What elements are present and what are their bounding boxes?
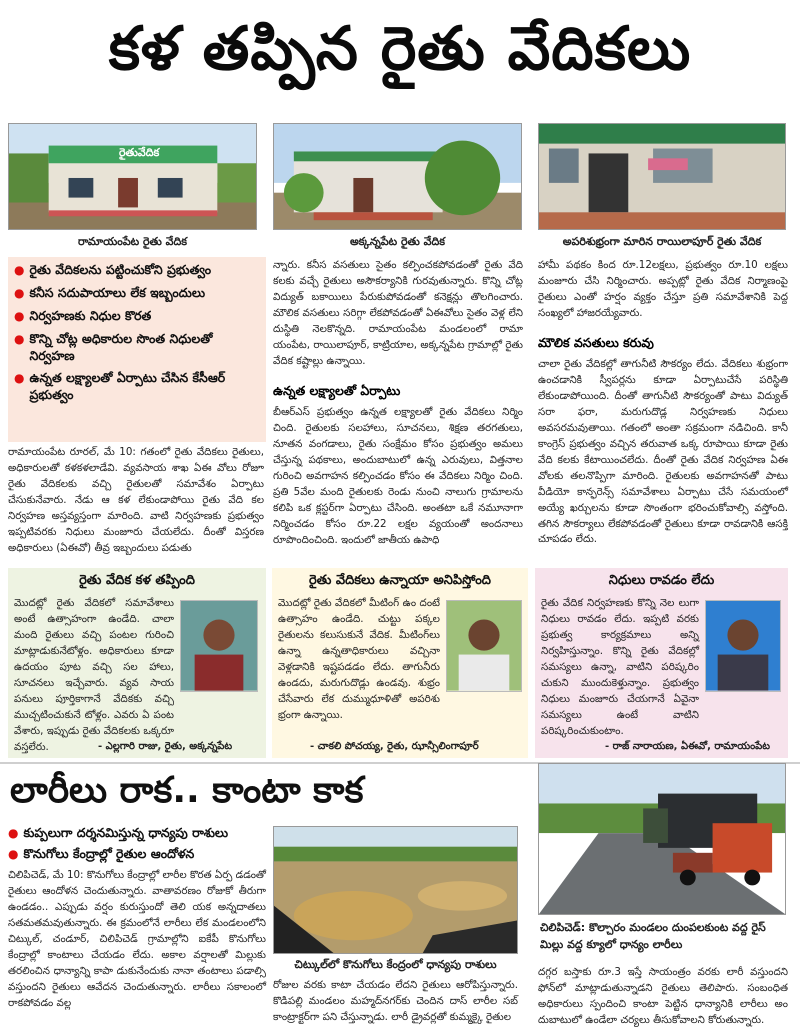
photo-caption-2: అక్కన్నపేట రైతు వేదిక [349, 235, 446, 248]
subhead-mowlika: మౌలిక వసతులు కరువు [538, 335, 654, 350]
quote-box-title: నిధులు రావడం లేదు [608, 573, 715, 588]
quote-box-3 [535, 568, 788, 758]
portrait-photo [180, 600, 258, 692]
highlight-item: ● రైతు వేదికలను పట్టించుకోని ప్రభుత్వం [14, 262, 212, 277]
highlights-box [8, 257, 266, 442]
portrait-photo [705, 600, 781, 692]
photo-rayilapur-vedika [538, 123, 786, 230]
highlight-item: ● కొనుగోలు కేంద్రాల్లో రైతుల ఆందోళన [8, 845, 195, 861]
photo-caption-1: రామాయంపేట రైతు వేదిక [77, 235, 188, 248]
photo-ramayampet-vedika [8, 123, 257, 230]
highlight-item: ● నిర్వహణకు నిధుల కొరత [14, 307, 152, 323]
quote-box-title: రైతు వేదిక కళ తప్పింది [79, 573, 195, 588]
headline [0, 0, 800, 112]
subhead-unnatha: ఉన్నత లక్ష్యాలతో ఏర్పాటు [273, 383, 401, 398]
quote-signature: - ఎల్లగారి రాజు, రైతు, అక్కన్నపేట [98, 741, 233, 752]
photo-akkannapet-vedika [273, 123, 522, 230]
quote-box-text: మొదట్లో రైతు వేదికలో మీటింగ్ ఉం దంటే ఉత్సాహం ఉండేది. చుట్టు పక్కల రైతులను కలుసుకునే వేదిక. మీటింగ్‌లు ఉన్నా ఉన్నతాధికారులు వచ్చినా వెళ్లడానికి ఇష్టపడడం లేదు. తాగునీరు ఉండదు, మరుగుదొడ్లు ఉండవు. శుభ్రం చేసేవారు లేక దుమ్ముధూళితో అపరిశు భ్రంగా ఉన్నాయి. [278, 597, 440, 721]
article-col-3b: చాలా రైతు వేదికల్లో తాగునీటి సౌకర్యం లేదు. వేదికలు శుభ్రంగా ఉంచడానికి స్వీపర్లను కూడా ఏర్పాటుచేసే పరిస్థితి లేకుండాపోయింది. దీంతో తాగునీటి సౌకర్యంతో పాటు విద్యుత్ సరా ఫరా, మరుగుదొడ్ల నిర్వహణకు నిధులు అవసరమవుతాయి. గతంలో అంతా సక్రమంగా నడిచింది. కానీ కాంగ్రెస్ ప్రభుత్వం వచ్చిన తరువాత ఒక్క రూపాయి కూడా రైతు వేది కలకు కేటాయించలేదు. దీంతో రైతు వేదిక నిర్వహణ ఏఈ వోలకు తలనొప్పిగా మారింది. రైతులకు అవగాహనతో పాటు వీడియో కాన్ఫరెన్స్ సమావేశాలు ఏర్పాటు చేసే సమయంలో అయ్యే ఖర్చులను కూడా సొంతంగా భరించుకోవాల్సి వస్తోంది. తగిన సౌకర్యాలు లేకపోవడంతో రైతులు కూడా రావడానికి ఆసక్తి చూపడం లేదు. [538, 358, 788, 546]
highlight-item: ● ఉన్నత లక్ష్యాలతో ఏర్పాటు చేసిన కేసీఆర్ ప్రభుత్వం [14, 370, 226, 403]
story2-headline: లారీలు రాక.. కాంటా కాక [10, 770, 364, 811]
story2-col-2: రోజుల వరకు కాటా చేయడం లేదని రైతులు ఆరోపిస్తున్నారు. కొడిపల్లి మండలం మహ్మద్‌నగర్‌కు చెందిన దాస్ లారీల సబ్ కాంట్రాక్టర్‌గా పని చేస్తున్నాడు. లారీ డ్రైవర్లతో కుమ్మక్కై రైతుల [273, 979, 518, 1023]
photo-sign: రైతువేదిక [119, 146, 160, 159]
photo-caption-3: అపరిశుభ్రంగా మారిన రాయిలాపూర్ రైతు వేదిక [562, 235, 762, 248]
photo-caption-lorry: చిలిపిచెడ్: కొల్చారం మండలం దుంపలకుంట వద్ద రైస్ మిల్లు వద్ద క్యూలో ధాన్యం లారీలు [540, 921, 766, 951]
story2-highlights [8, 825, 268, 867]
quote-box-1 [8, 568, 266, 758]
quote-signature: - రాజ్ నారాయణ, ఏఈవో, రామాయంపేట [605, 741, 770, 752]
photo-caption-grain: చిట్కుల్‌లో కొనుగోలు కేంద్రంలో ధాన్యపు రాశులు [294, 958, 497, 971]
headline-text: కళ తప్పిన రైతు వేదికలు [108, 14, 692, 84]
photo-grain-heaps [273, 826, 518, 954]
article-col-2a: న్నారు. కనీస వసతులు సైతం కల్పించకపోవడంతో రైతు వేది కలకు వచ్చే రైతులు అసౌకర్యానికి గురవుతున్నారు. కొన్ని చోట్ల విద్యుత్ బకాయిలు పేరుకుపోవడంతో కనెక్షన్లు తొలగించారు. మౌలిక వసతులు సరిగ్గా లేకపోవడంతో ఏఈవోలు సైతం వెళ్ల లేని దుస్థితి నెలకొన్నది. రామాయంపేట మండలంలో రామా యంపేట, రాయిలాపూర్, కాట్రియాల, అక్కన్నపేట గ్రామాల్లో రైతు వేదిక కష్టాల్లు ఉన్నాయి. [273, 259, 523, 367]
article-col-2b: బీఆర్ఎస్ ప్రభుత్వం ఉన్నత లక్ష్యాలతో రైతు వేదికలు నిర్మిం చింది. రైతులకు సలహాలు, సూచనలు, శిక్షణ తరగతులు, నూతన వంగడాలు, రైతు సంక్షేమం కోసం ప్రభుత్వం అమలు చేస్తున్న పథకాలు, అందుబాటులో ఉన్న ఎరువులు, విత్తనాల గురించి అవగాహన కల్పించడం కోసం ఈ వేదికలు నిర్మిం చింది. ప్రతి 5వేల మంది రైతులకు రెండు నుంచి నాలుగు గ్రామాలను కలిపి ఒక క్లస్టర్‌గా ఏర్పాటు చేసింది. అంతటా ఒకే నమూనాగా నిర్మించడం కోసం రూ.22 లక్షల వ్యయంతో అందనాలు రూపొందించింది. ఇందులో జాతీయ ఉపాధి [273, 406, 523, 546]
highlight-item: ● కుప్పలుగా దర్శనమిస్తున్న ధాన్యపు రాశులు [8, 825, 229, 840]
quote-box-2 [272, 568, 528, 758]
quote-signature: - చాకలి పోచయ్య, రైతు, ఝాన్సీలింగాపూర్ [310, 741, 479, 752]
highlight-item: ● కనీస సదుపాయాలు లేక ఇబ్బందులు [14, 284, 206, 300]
story2-col-1: చిలిపిచెడ్, మే 10: కొనుగోలు కేంద్రాల్లో లారీల కొరత ఏర్ప డడంతో రైతులు ఆందోళన చెందుతున్నారు. వాతావరణం రోజుకో తీరుగా ఉండడం.. ఎప్పుడు వర్షం కురుస్తుందో తెలి యక అన్నదాతలు సతమతమవుతున్నారు. ఈ క్రమంలోనే లారీలు లేక మండలంలోని చిట్కుల్, చండూర్, చిలిపిచెడ్ గ్రామాల్లోని ఐకేపీ కొనుగోలు కేంద్రాల్లో కాంటాలు చేయడం లేదు. అకాల వర్షాలతో మిల్లుకు తరలించిన ధాన్యాన్ని కాపా డుకునేందుకు నానా తంటాలు పడాల్సి వస్తుందని రైతులు ఆవేదన చెందుతున్నారు. లారీలు సకాలంలో రాకపోవడం వల్ల [8, 869, 266, 1009]
quote-box-text: మొదట్లో రైతు వేదికలో సమావేశాలు అంటే ఉత్సాహంగా ఉండేది. చాలా మంది రైతులు వచ్చి పంటల గురించి మాట్లాడుకునేటోళ్లం. అధికారులు కూడా ఉదయం పూట వచ్చి సల హాలు, సూచనలు ఇచ్చేవారు. వ్యవ సాయ పనులు పూర్తికాగానే వేదికకు వచ్చి ముచ్చటించుకునే టోళ్లం. ఎవరు ఏ పంట వేశారు, ఇప్పుడు రైతు వేదికలకు ఒక్కరూ వస్తలేరు. [14, 597, 174, 753]
story2-col-3: దగ్గర బస్తాకు రూ.3 ఇస్తే సాయంత్రం వరకు లారీ వస్తుందని ఫోన్‌లో మాట్లాడుతున్నాడని రైతులు తెలిపారు. సంబంధిత అధికారులు స్పందించి కాంటా పెట్టిన ధాన్యానికి లారీలు అం దుబాటులో ఉండేలా చర్యలు తీసుకోవాలని కోరుతున్నారు. [538, 966, 788, 1026]
portrait-photo [446, 600, 522, 692]
article-col-1: రామాయంపేట రూరల్, మే 10: గతంలో రైతు వేదికలు రైతులు, అధికారులతో కళకళలాడేవి. వ్యవసాయ శాఖ ఏఈ వోలు రోజూ రైతు వేదికలకు వచ్చి రైతులతో సమావేశం ఏర్పాటు చేసుకునేవారు. నేడు ఆ కళ లేకుండాపోయి రైతు వేది కల నిర్వహణ అస్తవ్యస్తంగా మారింది. వాటి నిర్వహణకు ప్రభుత్వం ఇప్పటివరకు నిధులు మంజూరు చేయలేదు. దీంతో విస్తరణ అధికారులు (ఏఈవో) తీవ్ర ఇబ్బందులు పడుతు [8, 446, 264, 554]
quote-box-text: రైతు వేదిక నిర్వహణకు కొన్ని నెల లుగా నిధులు రావడం లేదు. ఇప్పటి వరకు ప్రభుత్వ కార్యక్రమాలు అన్ని నిర్వహిస్తున్నాం. కొన్ని రైతు వేదికల్లో సమస్యలు ఉన్నా, వాటిని పరిష్కరిం చుకుని ముందుకెళ్తున్నాం. ప్రభుత్వం నిధులు మంజూరు చేయగానే ఏవైనా సమస్యలు ఉంటే వాటిని పరిష్కరించుకుంటాం. [541, 597, 699, 737]
quote-box-title: రైతు వేదికలు ఉన్నాయా అనిపిస్తోంది [309, 573, 491, 588]
photo-lorry-queue [538, 763, 786, 915]
highlight-item: ● కొన్ని చోట్ల అధికారుల సొంత నిధులతో నిర్వహణ [14, 330, 213, 363]
article-col-3a: హామీ పథకం కింద రూ.12లక్షలు, ప్రభుత్వం రూ.10 లక్షలు మంజూరు చేసి నిర్మించారు. అప్పట్లో రైతు వేదిక నిర్మాణంపై రైతులు ఎంతో హర్షం వ్యక్తం చేస్తూ ప్రతి సమావేశానికి పెద్ద సంఖ్యలో హాజరయ్యేవారు. [538, 259, 788, 319]
